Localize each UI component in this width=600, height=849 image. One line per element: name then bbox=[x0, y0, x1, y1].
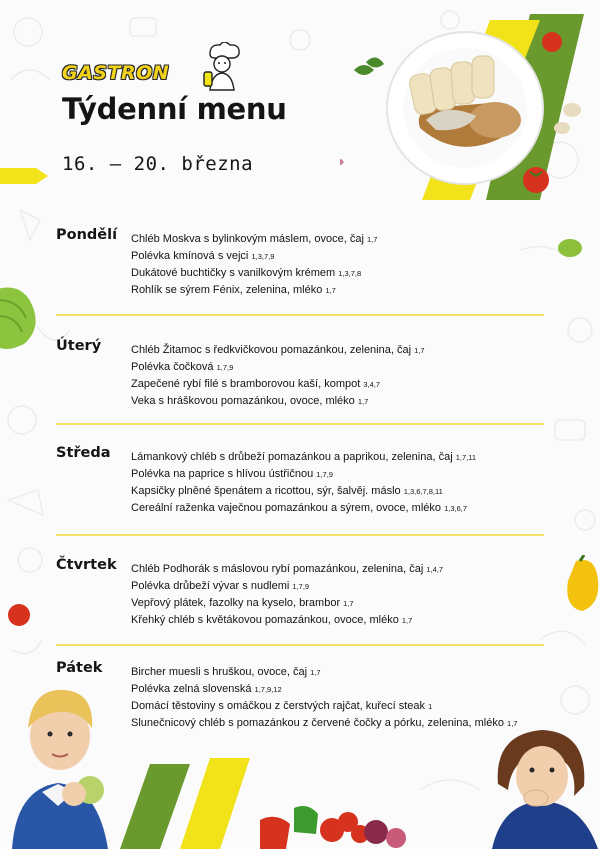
meal-item bbox=[131, 578, 551, 595]
meal-item bbox=[131, 715, 551, 732]
meal-text: Rohlík se sýrem Fénix, zelenina, mléko bbox=[131, 284, 323, 296]
day-name: Středa bbox=[56, 445, 111, 461]
meal-text: Chléb Podhorák s máslovou rybí pomazánkou, zelenina, čaj bbox=[131, 563, 424, 575]
allergen-codes: 1,4,7 bbox=[426, 565, 444, 574]
day-name: Čtvrtek bbox=[56, 557, 117, 573]
meal-text: Polévka na paprice s hlívou ústřičnou bbox=[131, 468, 314, 480]
meal-item bbox=[131, 595, 551, 612]
bean-decoration bbox=[556, 236, 584, 260]
meal-text: Bircher muesli s hruškou, ovoce, čaj bbox=[131, 666, 308, 678]
meal-list bbox=[131, 561, 551, 629]
meal-text: Vepřový plátek, fazolky na kyselo, brambor bbox=[131, 597, 341, 609]
meal-item bbox=[131, 265, 551, 282]
tomato-decoration bbox=[6, 602, 32, 628]
meal-list bbox=[131, 342, 551, 410]
allergen-codes: 1,3,6,7,8,11 bbox=[403, 487, 443, 496]
allergen-codes: 1,7 bbox=[507, 719, 518, 728]
lettuce-decoration bbox=[0, 280, 40, 350]
meal-list bbox=[131, 664, 551, 732]
allergen-codes: 1,7 bbox=[310, 668, 321, 677]
meal-item bbox=[131, 664, 551, 681]
vegetables-photo bbox=[256, 800, 416, 849]
meal-text: Chléb Moskva s bylinkovým máslem, ovoce, čaj bbox=[131, 233, 364, 245]
meal-list bbox=[131, 449, 551, 517]
meal-text: Slunečnicový chléb s pomazánkou z červené čočky a pórku, zelenina, mléko bbox=[131, 717, 504, 729]
boy-photo bbox=[12, 682, 136, 849]
allergen-codes: 1,7 bbox=[325, 286, 336, 295]
meal-text: Kapsičky plněné špenátem a ricottou, sýr, šalvěj. máslo bbox=[131, 485, 401, 497]
allergen-codes: 1,7,9 bbox=[216, 363, 234, 372]
meal-text: Polévka drůbeží vývar s nudlemi bbox=[131, 580, 290, 592]
allergen-codes: 3,4,7 bbox=[363, 380, 381, 389]
allergen-codes: 1,7 bbox=[414, 346, 425, 355]
section-divider bbox=[56, 644, 544, 646]
meal-item bbox=[131, 376, 551, 393]
meal-item bbox=[131, 231, 551, 248]
meal-item bbox=[131, 282, 551, 299]
meal-item bbox=[131, 698, 551, 715]
meal-text: Zapečené rybí filé s bramborovou kaší, kompot bbox=[131, 378, 361, 390]
day-name: Pondělí bbox=[56, 227, 118, 243]
section-divider bbox=[56, 423, 544, 425]
meal-text: Chléb Žitamoc s ředkvičkovou pomazánkou, zelenina, čaj bbox=[131, 344, 412, 356]
meal-item bbox=[131, 561, 551, 578]
allergen-codes: 1,7 bbox=[343, 599, 354, 608]
day-name: Pátek bbox=[56, 660, 103, 676]
allergen-codes: 1,7,11 bbox=[455, 453, 476, 462]
meal-list bbox=[131, 231, 551, 299]
meal-text: Lámankový chléb s drůbeží pomazánkou a paprikou, zelenina, čaj bbox=[131, 451, 453, 463]
meal-text: Křehký chléb s květákovou pomazánkou, ovoce, mléko bbox=[131, 614, 399, 626]
chef-mascot-icon bbox=[200, 42, 244, 92]
meal-item bbox=[131, 359, 551, 376]
meal-item bbox=[131, 612, 551, 629]
allergen-codes: 1,7,9 bbox=[292, 582, 310, 591]
section-divider bbox=[56, 534, 544, 536]
meal-item bbox=[131, 681, 551, 698]
page-title: Týdenní menu bbox=[62, 92, 287, 126]
bottom-stripes bbox=[120, 758, 260, 849]
meal-item bbox=[131, 483, 551, 500]
meal-item bbox=[131, 248, 551, 265]
allergen-codes: 1,3,6,7 bbox=[444, 504, 467, 513]
day-name: Úterý bbox=[56, 338, 102, 354]
pepper-decoration bbox=[566, 555, 600, 615]
allergen-codes: 1,3,7,8 bbox=[338, 269, 362, 278]
meal-text: Dukátové buchtičky s vanilkovým krémem bbox=[131, 267, 336, 279]
meal-text: Polévka zelná slovenská bbox=[131, 683, 252, 695]
meal-text: Polévka kmínová s vejci bbox=[131, 250, 249, 262]
dumpling-dish-photo bbox=[340, 10, 600, 200]
girl-photo bbox=[478, 724, 600, 849]
allergen-codes: 1,7 bbox=[366, 235, 378, 244]
allergen-codes: 1,3,7,9 bbox=[251, 252, 275, 261]
meal-text: Polévka čočková bbox=[131, 361, 214, 373]
brand-logo: GASTRON bbox=[62, 62, 170, 84]
meal-item bbox=[131, 449, 551, 466]
meal-text: Veka s hráškovou pomazánkou, ovoce, mléko bbox=[131, 395, 355, 407]
date-range: 16. – 20. března bbox=[62, 153, 254, 175]
section-divider bbox=[56, 314, 544, 316]
meal-item bbox=[131, 393, 551, 410]
yellow-arrow-accent bbox=[0, 166, 50, 186]
meal-item bbox=[131, 466, 551, 483]
allergen-codes: 1,7 bbox=[357, 397, 369, 406]
meal-text: Cereální raženka vaječnou pomazánkou a sýrem, ovoce, mléko bbox=[131, 502, 441, 514]
meal-item bbox=[131, 500, 551, 517]
meal-item bbox=[131, 342, 551, 359]
meal-text: Domácí těstoviny s omáčkou z čerstvých rajčat, kuřecí steak bbox=[131, 700, 426, 712]
allergen-codes: 1,7 bbox=[401, 616, 413, 625]
allergen-codes: 1,7,9 bbox=[316, 470, 333, 479]
allergen-codes: 1 bbox=[428, 702, 433, 711]
allergen-codes: 1,7,9,12 bbox=[254, 685, 282, 694]
